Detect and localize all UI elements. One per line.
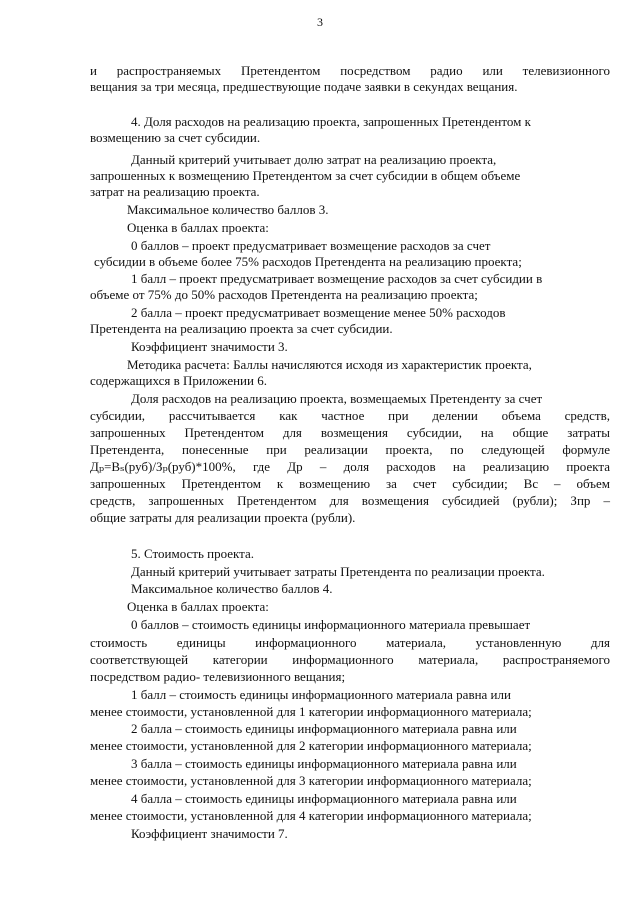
text-line: 4. Доля расходов на реализацию проекта, запрошенных Претендентом к (131, 114, 531, 129)
text-line: 1 балл – стоимость единицы информационного материала равна или (131, 687, 511, 702)
text-line: Методика расчета: Баллы начисляются исходя из характеристик проекта, (127, 357, 532, 372)
text-line: Коэффициент значимости 3. (131, 339, 288, 354)
text-line: стоимость единицы информационного материала, установленную для (90, 635, 610, 650)
page-number: 3 (317, 15, 323, 29)
text-line: возмещению за счет субсидии. (90, 130, 261, 145)
text-line: субсидии, рассчитывается как частное при делении объема средств, (90, 408, 610, 423)
text-line: 0 баллов – проект предусматривает возмещение расходов за счет (131, 238, 491, 253)
text-line: соответствующей категории информационного материала, распространяемого (90, 652, 610, 667)
text-line: 5. Стоимость проекта. (131, 546, 255, 561)
text-line: Данный критерий учитывает затраты Претендента по реализации проекта. (131, 564, 545, 579)
text-line: запрошенных Претендентом к возмещению за счет субсидии; Вс – объем (90, 476, 610, 491)
text-line: Максимальное количество баллов 3. (127, 202, 329, 217)
text-line: 4 балла – стоимость единицы информационного материала равна или (131, 791, 517, 806)
text-line: менее стоимости, установленной для 2 категории информационного материала; (90, 738, 532, 753)
text-line: запрошенных к возмещению Претендентом за счет субсидии в общем объеме (90, 168, 521, 183)
text-line: запрошенных Претендентом для возмещения субсидии, на общие затраты (90, 425, 610, 440)
text-line: объеме от 75% до 50% расходов Претендента на реализацию проекта; (90, 287, 478, 302)
text-line: вещания за три месяца, предшествующие подаче заявки в секундах вещания. (90, 79, 518, 94)
text-line: посредством радио- телевизионного вещания; (90, 669, 346, 684)
text-line: содержащихся в Приложении 6. (90, 373, 267, 388)
text-line: Претендента на реализацию проекта за счет субсидии. (90, 321, 393, 336)
text-line: Оценка в баллах проекта: (127, 599, 269, 614)
text-line: 2 балла – стоимость единицы информационного материала равна или (131, 721, 517, 736)
text-line: 3 балла – стоимость единицы информационного материала равна или (131, 756, 517, 771)
text-line: Доля расходов на реализацию проекта, возмещаемых Претенденту за счет (131, 391, 543, 406)
text-line: менее стоимости, установленной для 1 категории информационного материала; (90, 704, 532, 719)
text-line: средств, запрошенных Претендентом для возмещения субсидией (рубли); Зпр – (90, 493, 610, 508)
text-line: Максимальное количество баллов 4. (131, 581, 333, 596)
text-line: 2 балла – проект предусматривает возмещение менее 50% расходов (131, 305, 506, 320)
text-line: Претендента, понесенные при реализации проекта, по следующей формуле (90, 442, 610, 457)
text-line: менее стоимости, установленной для 3 категории информационного материала; (90, 773, 532, 788)
text-line: 0 баллов – стоимость единицы информационного материала превышает (131, 617, 531, 632)
text-line: субсидии в объеме более 75% расходов Претендента на реализацию проекта; (94, 254, 522, 269)
text-line: и распространяемых Претендентом посредством радио или телевизионного (90, 63, 610, 78)
text-line: Оценка в баллах проекта: (127, 220, 269, 235)
text-line: общие затраты для реализации проекта (рубли). (90, 510, 356, 525)
text-line: затрат на реализацию проекта. (90, 184, 260, 199)
text-line: Коэффициент значимости 7. (131, 826, 288, 841)
text-line: Дₚ=Вₛ(руб)/Зₚ(руб)*100%, где Др – доля расходов на реализацию проекта (90, 459, 610, 474)
text-line: Данный критерий учитывает долю затрат на реализацию проекта, (131, 152, 497, 167)
text-line: менее стоимости, установленной для 4 категории информационного материала; (90, 808, 532, 823)
text-line: 1 балл – проект предусматривает возмещение расходов за счет субсидии в (131, 271, 543, 286)
